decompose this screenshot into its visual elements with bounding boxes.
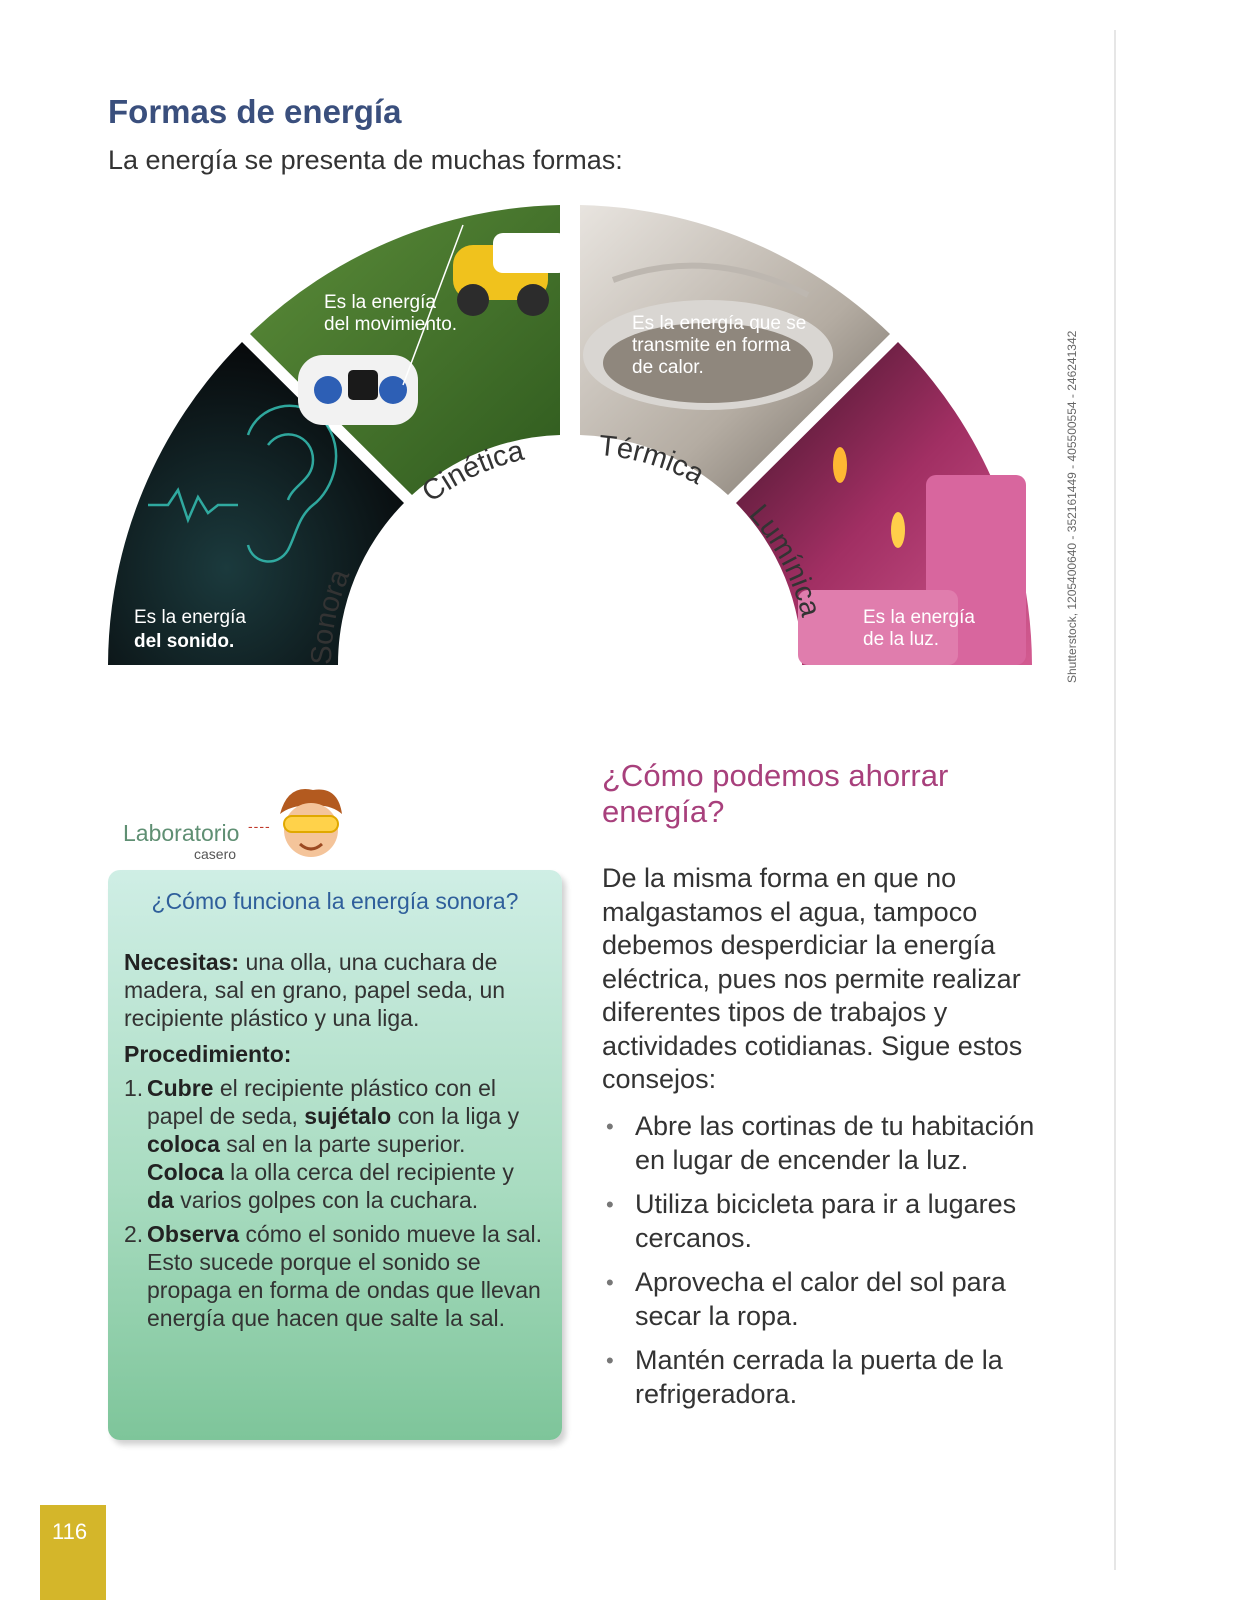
cinetica-label: Cinética xyxy=(416,434,528,509)
tips-list xyxy=(602,1110,1042,1422)
scientist-kid-icon xyxy=(268,784,354,870)
sonora-label: Sonora xyxy=(305,564,357,666)
termica-label: Térmica xyxy=(597,429,710,492)
page-title: Formas de energía xyxy=(108,93,402,130)
step-number: 2. xyxy=(124,1221,144,1247)
save-energy-paragraph: De la misma forma en que no malgastamos el agua, tampoco debemos desperdiciar la energía eléctrica, pues nos permite realizar diferentes tipos de trabajos y actividades cotidianas. Sigue estos consejos: xyxy=(602,863,1023,1094)
list-item: • Utiliza bicicleta para ir a lugares cercanos. xyxy=(606,1189,1017,1253)
sonora-caption: Es la energía del sonido. xyxy=(134,607,246,652)
page-number-tab xyxy=(40,1505,106,1600)
intro-text: La energía se presenta de muchas formas: xyxy=(108,145,623,175)
lab-needs xyxy=(124,948,544,1032)
bullet-icon: • xyxy=(606,1114,614,1139)
lab-question: ¿Cómo funciona la energía sonora? xyxy=(151,888,519,914)
luminica-label: Lumínica xyxy=(742,498,827,620)
bullet-icon: • xyxy=(606,1192,614,1217)
procedure-step-1: 1. Cubre el recipiente plástico con el papel de seda, sujétalo con la liga y coloca sal en la parte superior. Coloca la olla cerca del recipiente y da varios golpes con la cuchara. xyxy=(124,1075,520,1213)
lab-title: Laboratorio xyxy=(123,820,240,846)
procedure-label: Procedimiento: xyxy=(124,1041,292,1067)
needs-text: una olla, una cuchara de madera, sal en grano, papel seda, un recipiente plástico y una liga. xyxy=(124,949,506,1031)
step-number: 1. xyxy=(124,1075,144,1101)
list-item: • Abre las cortinas de tu habitación en lugar de encender la luz. xyxy=(606,1111,1035,1175)
energy-wheel xyxy=(108,205,1033,670)
lab-activity-box xyxy=(108,870,562,1440)
needs-label: Necesitas: xyxy=(124,949,240,975)
bullet-icon: • xyxy=(606,1270,614,1295)
page-edge-line xyxy=(1114,30,1116,1570)
procedure-step-2: 2. Observa cómo el sonido mueve la sal. Esto sucede porque el sonido se propaga en forma de ondas que llevan energía que hacen que salte la sal. xyxy=(124,1221,543,1331)
save-energy-heading: ¿Cómo podemos ahorrar energía? xyxy=(602,758,949,829)
list-item: • Mantén cerrada la puerta de la refrigeradora. xyxy=(606,1345,1003,1409)
list-item: • Aprovecha el calor del sol para secar la ropa. xyxy=(606,1267,1006,1331)
image-credit: Shutterstock, 1205400640 - 352161449 - 405500554 - 246241342 xyxy=(1065,330,1079,683)
termica-caption: Es la energía que se transmite en forma de calor. xyxy=(632,313,807,378)
page-number: 116 xyxy=(52,1519,88,1544)
lab-subtitle: casero xyxy=(194,846,237,862)
lab-body xyxy=(124,948,544,1332)
bullet-icon: • xyxy=(606,1348,614,1373)
lab-dash-decoration: ---- xyxy=(248,818,271,834)
cinetica-caption: Es la energía del movimiento. xyxy=(324,292,458,335)
luminica-caption: Es la energía de la luz. xyxy=(863,607,975,650)
